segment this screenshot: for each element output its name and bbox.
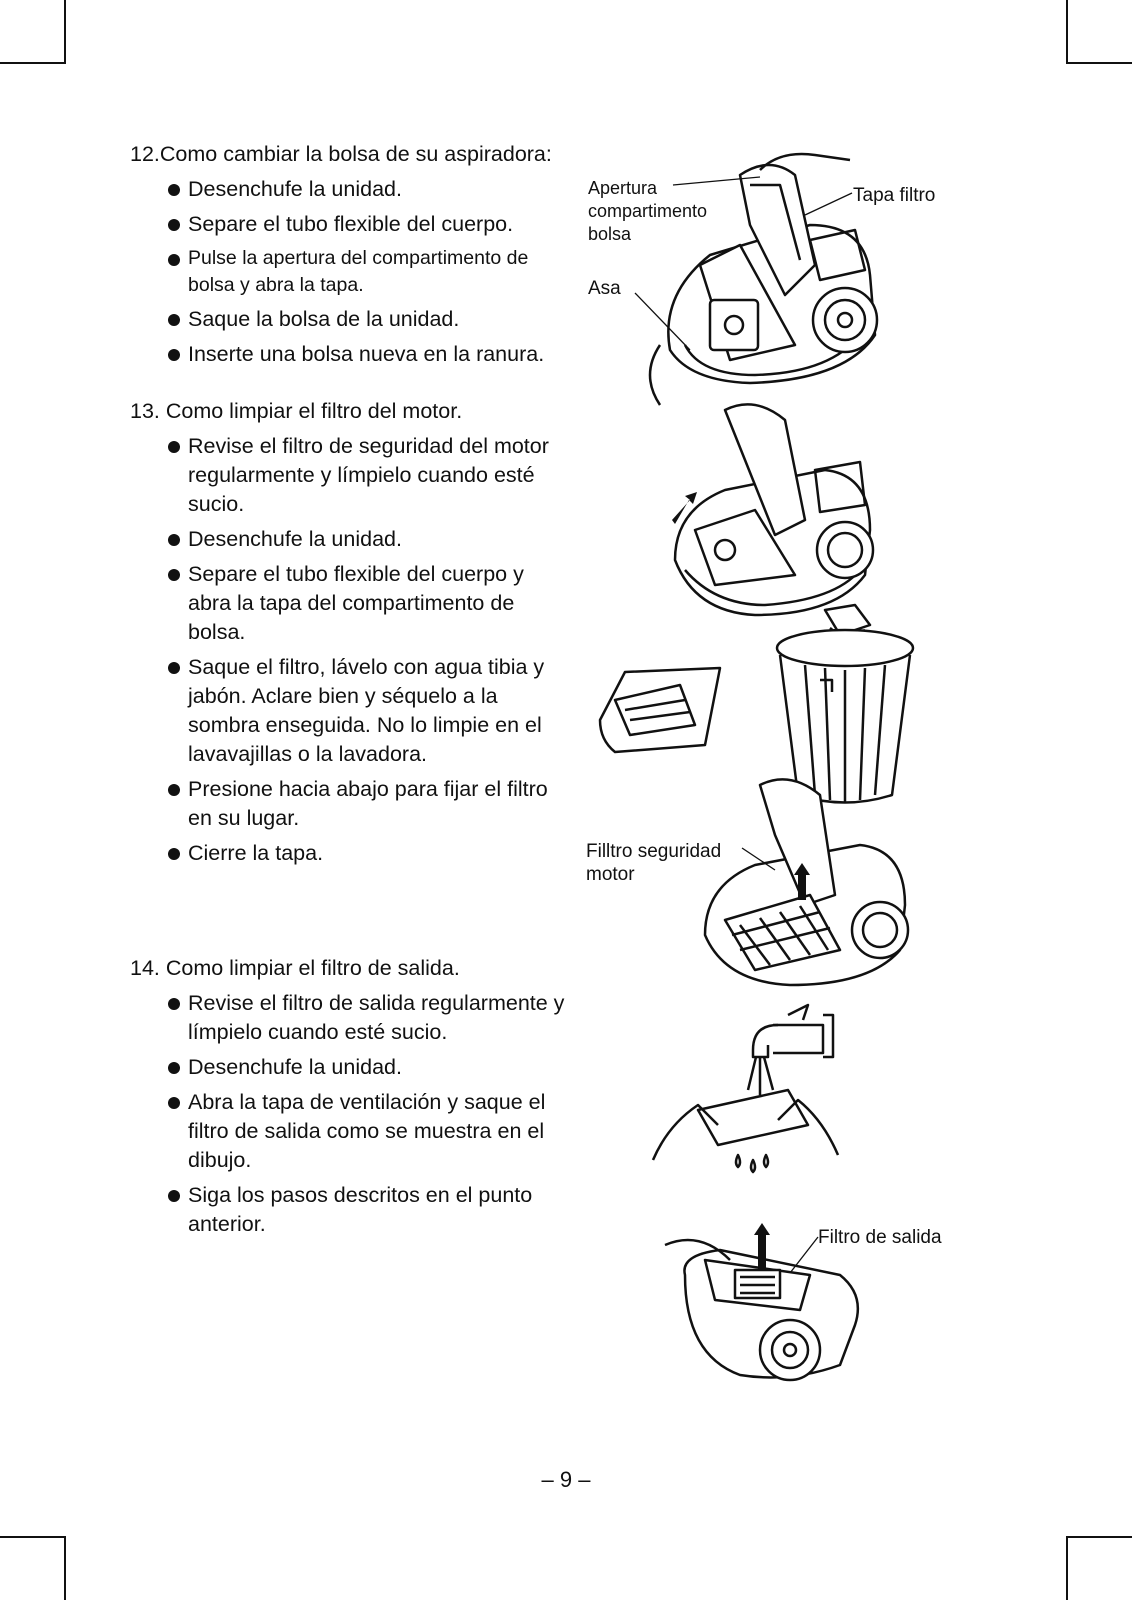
list-item: Cierre la tapa. bbox=[166, 839, 570, 868]
section-13-title: 13. Como limpiar el filtro del motor. bbox=[130, 399, 463, 423]
section-14 bbox=[130, 954, 570, 1239]
label-tapa-filtro: Tapa filtro bbox=[853, 185, 936, 206]
list-item: Separe el tubo flexible del cuerpo. bbox=[166, 210, 570, 239]
label-asa: Asa bbox=[588, 278, 621, 299]
section-14-title: 14. Como limpiar el filtro de salida. bbox=[130, 956, 460, 980]
list-item: Inserte una bolsa nueva en la ranura. bbox=[166, 340, 570, 369]
section-13-steps bbox=[130, 432, 570, 868]
vacuum-bag-removal-illustration bbox=[665, 400, 880, 620]
list-item: Presione hacia abajo para fijar el filtro en su lugar. bbox=[166, 775, 570, 833]
list-item: Revise el filtro de salida regularmente y límpielo cuando esté sucio. bbox=[166, 989, 570, 1047]
section-14-steps bbox=[130, 989, 570, 1239]
list-item: Pulse la apertura del compartimento de bolsa y abra la tapa. bbox=[166, 245, 570, 299]
crop-mark-top-right bbox=[1062, 0, 1132, 70]
list-item: Revise el filtro de seguridad del motor regularmente y límpielo cuando esté sucio. bbox=[166, 432, 570, 519]
list-item: Desenchufe la unidad. bbox=[166, 175, 570, 204]
page-number: – 9 – bbox=[541, 1467, 591, 1492]
washing-filter-illustration bbox=[648, 995, 843, 1185]
list-item: Separe el tubo flexible del cuerpo y abra la tapa del compartimento de bolsa. bbox=[166, 560, 570, 647]
list-item: Desenchufe la unidad. bbox=[166, 1053, 570, 1082]
motor-filter-illustration bbox=[595, 660, 730, 760]
section-12 bbox=[130, 140, 570, 369]
list-item: Siga los pasos descritos en el punto anterior. bbox=[166, 1181, 570, 1239]
list-item: Abra la tapa de ventilación y saque el filtro de salida como se muestra en el dibujo. bbox=[166, 1088, 570, 1175]
section-12-title: 12.Como cambiar la bolsa de su aspiradora: bbox=[130, 142, 552, 166]
list-item: Saque el filtro, lávelo con agua tibia y jabón. Aclare bien y séquelo a la sombra enseguida. No lo limpie en el lavavajillas o la lavadora. bbox=[166, 653, 570, 769]
section-12-steps bbox=[130, 175, 570, 369]
list-item: Desenchufe la unidad. bbox=[166, 525, 570, 554]
label-apertura: Apertura compartimento bolsa bbox=[588, 178, 708, 244]
section-13 bbox=[130, 397, 570, 868]
instructions-column bbox=[130, 140, 570, 1245]
list-item: Saque la bolsa de la unidad. bbox=[166, 305, 570, 334]
label-filtro-salida: Filtro de salida bbox=[818, 1227, 942, 1248]
crop-mark-bottom-right bbox=[1062, 1530, 1132, 1600]
crop-mark-top-left bbox=[0, 0, 70, 70]
crop-mark-bottom-left bbox=[0, 1530, 70, 1600]
label-filtro-seguridad: Filltro seguridad motor bbox=[586, 841, 722, 885]
